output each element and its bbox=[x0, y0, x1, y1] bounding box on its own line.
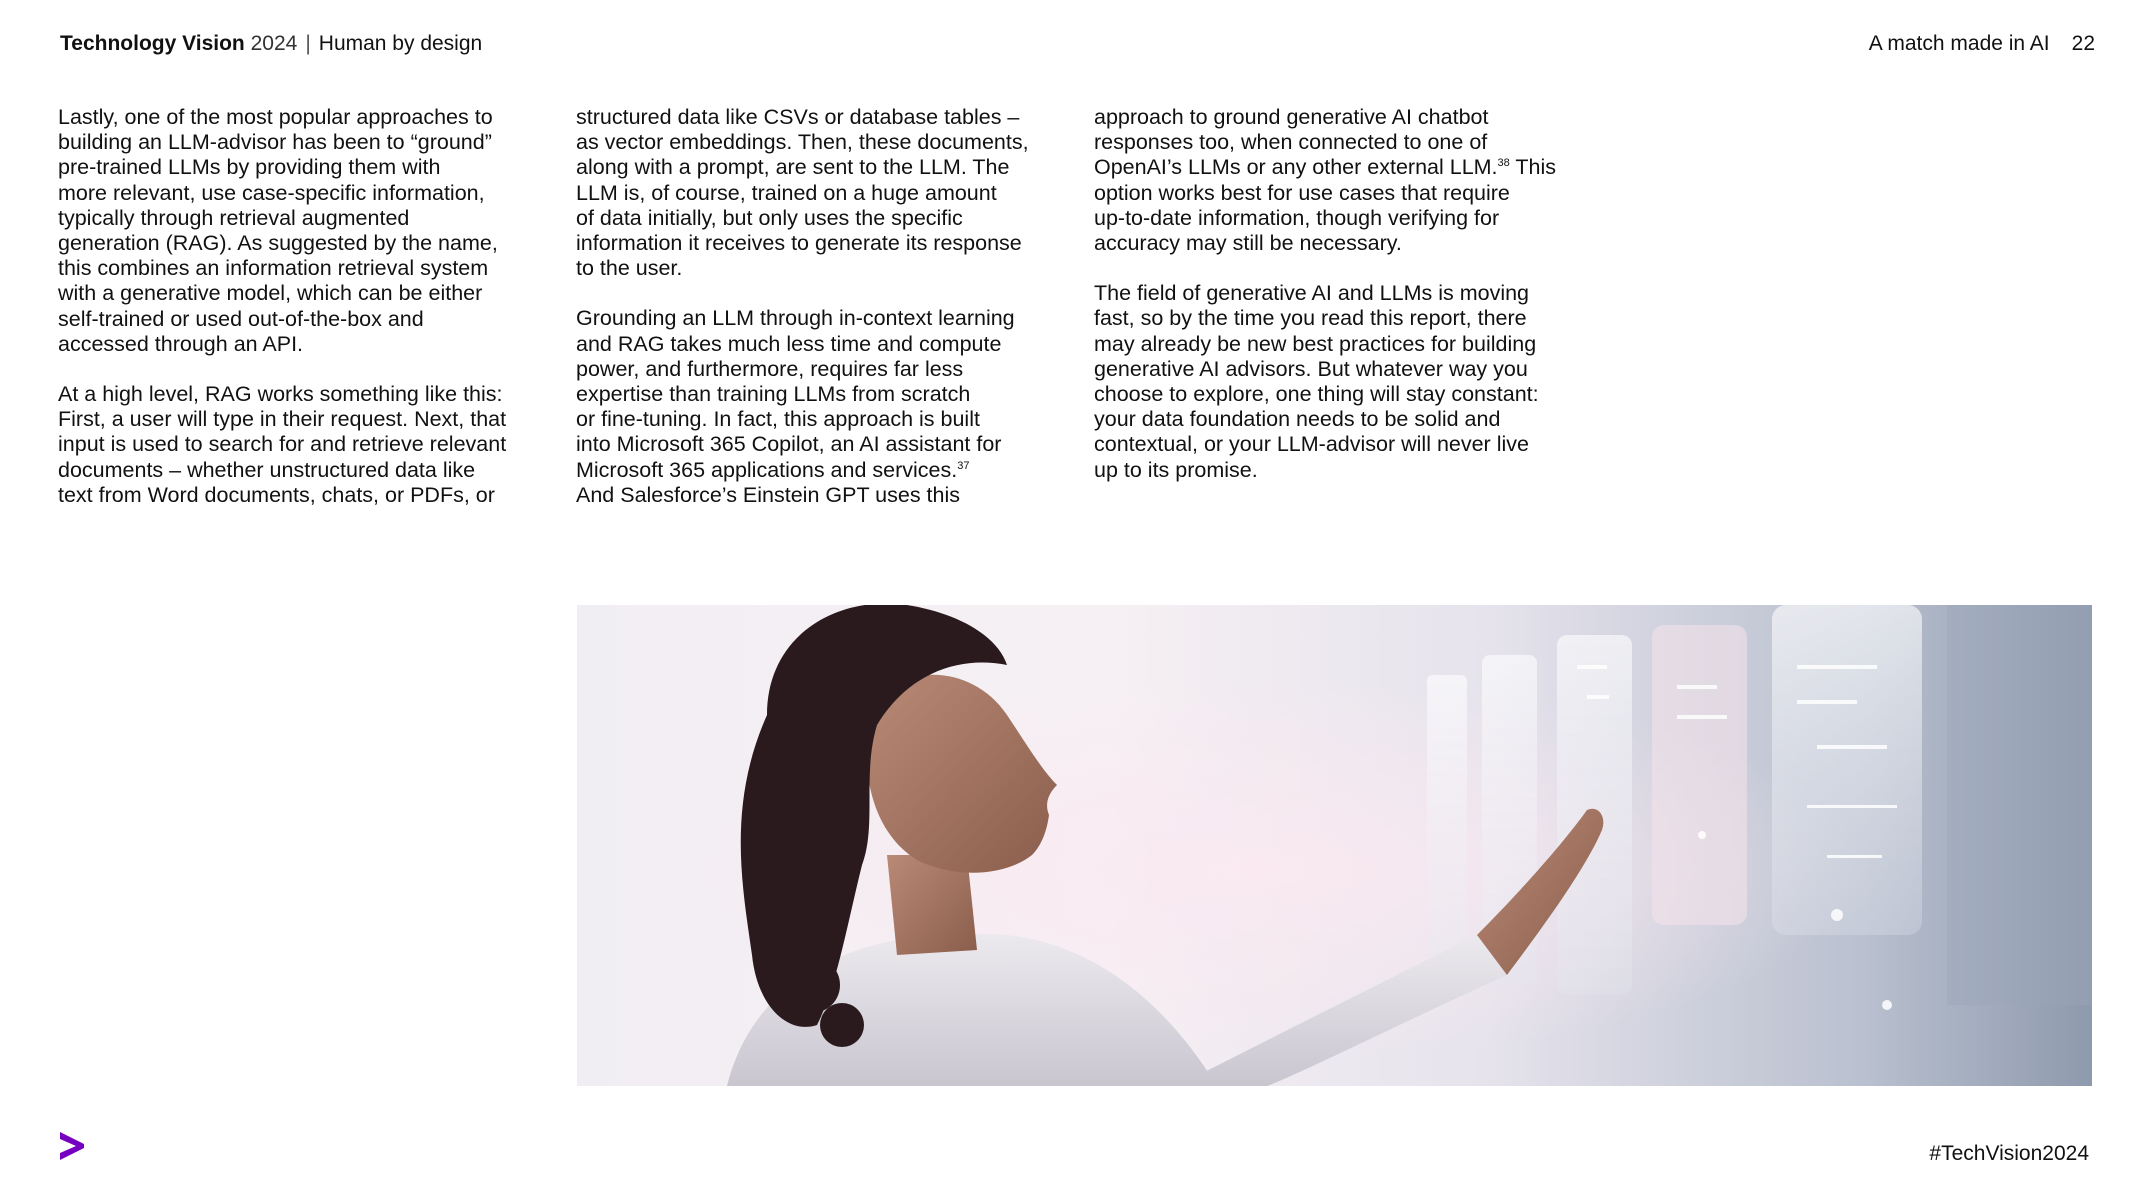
section-header bbox=[1869, 29, 2095, 59]
paragraph-text: approach to ground generative AI chatbot responses too, when connected to one of OpenAI’s LLMs or any other external LLM. bbox=[1094, 105, 1498, 180]
footnote-ref-37[interactable]: 37 bbox=[957, 459, 970, 472]
footnote-ref-38[interactable]: 38 bbox=[1497, 157, 1510, 170]
report-year: 2024 bbox=[250, 32, 298, 55]
text-column-3 bbox=[1094, 105, 1589, 483]
paragraph: The field of generative AI and LLMs is moving fast, so by the time you read this report, there may already be new best practices for building generative AI advisors. But whatever way you choose to explore, one thing will stay constant: your data foundation needs to be solid and contextual, or your LLM-advisor will never live up to its promise. bbox=[1094, 281, 1539, 482]
paragraph-text: Grounding an LLM through in-context learning and RAG takes much less time and compute power, and furthermore, requires far less expertise than training LLMs from scratch or fine-tuning. In fact, this approach is built into Microsoft 365 Copilot, an AI assistant for Microsoft 365 applications and services. bbox=[576, 306, 1015, 482]
paragraph: structured data like CSVs or database tables – as vector embeddings. Then, these documents, along with a prompt, are sent to the LLM. The LLM is, of course, trained on a huge amount of data initially, but only uses the specific information it receives to generate its response to the user. bbox=[576, 105, 1029, 281]
header-separator: | bbox=[305, 32, 311, 55]
accenture-chevron-icon bbox=[58, 1132, 84, 1165]
running-header bbox=[60, 29, 482, 59]
text-column-1 bbox=[58, 105, 553, 508]
paragraph: At a high level, RAG works something like this: First, a user will type in their request. Next, that input is used to search for and retrieve relevant documents – whether unstructured data like text from Word documents, chats, or PDFs, or bbox=[58, 382, 507, 507]
page-number: 22 bbox=[2071, 32, 2095, 55]
paragraph-text: And Salesforce’s Einstein GPT uses this bbox=[576, 482, 961, 507]
paragraph: Lastly, one of the most popular approaches to building an LLM-advisor has been to “ground” pre-trained LLMs by providing them with more relevant, use case-specific information, typically through retrieval augmented generation (RAG). As suggested by the name, this combines an information retrieval system with a generative model, which can be either self-trained or used out-of-the-box and accessed through an API. bbox=[58, 105, 498, 356]
paragraph-text: This option works best for use cases that require up-to-date information, though verifying for accuracy may still be necessary. bbox=[1094, 155, 1556, 256]
text-column-2 bbox=[576, 105, 1071, 508]
paragraph bbox=[576, 306, 1071, 508]
footer-hashtag: #TechVision2024 bbox=[1929, 1142, 2089, 1165]
section-title: A match made in AI bbox=[1868, 32, 2050, 55]
hero-photo bbox=[577, 605, 2092, 1086]
report-subtitle: Human by design bbox=[318, 32, 483, 55]
paragraph bbox=[1094, 105, 1589, 256]
report-brand: Technology Vision bbox=[60, 32, 245, 55]
